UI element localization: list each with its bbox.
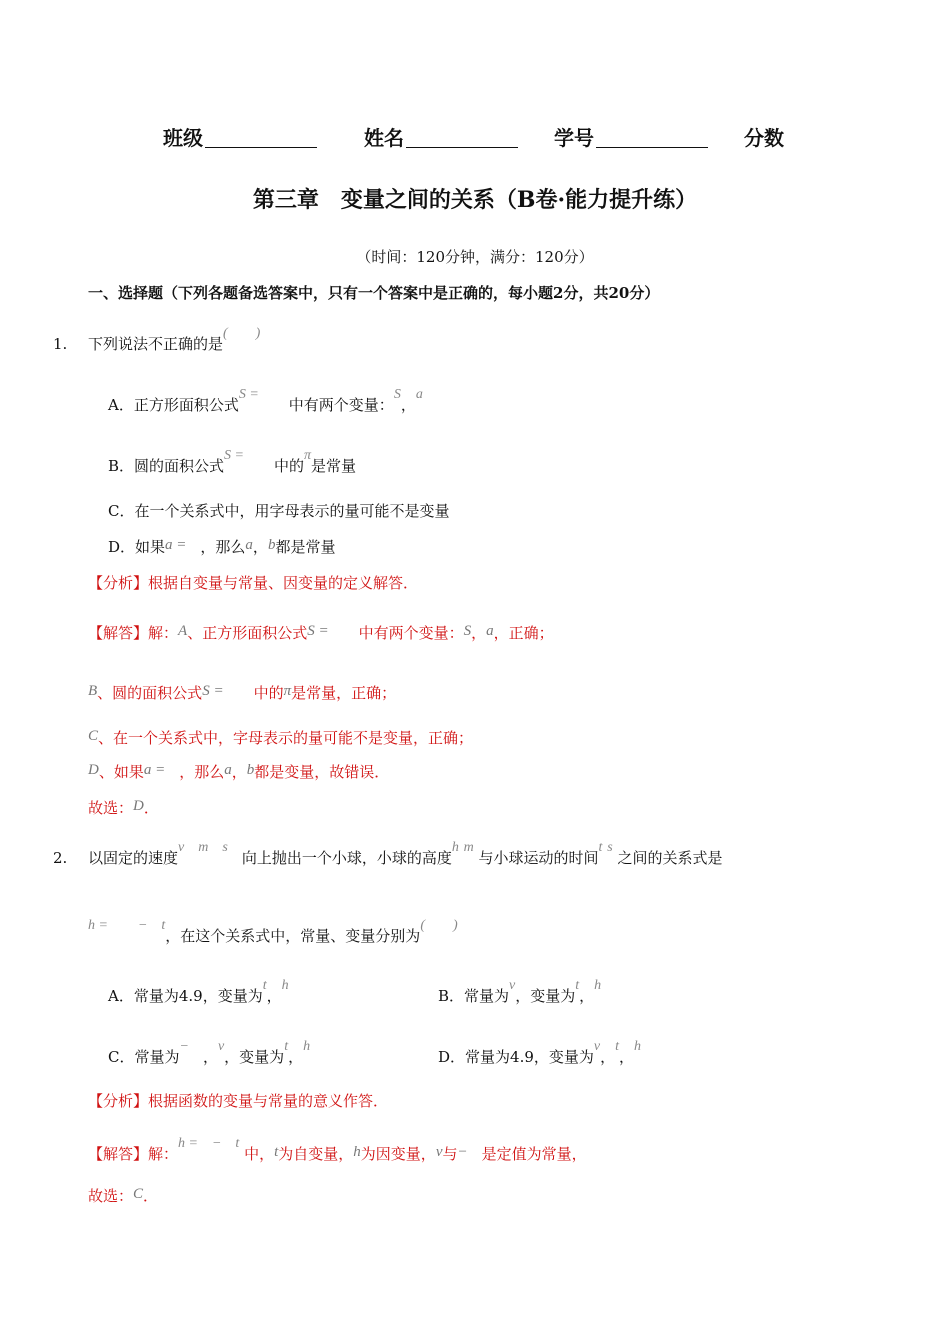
- t: ，: [231, 763, 247, 781]
- id-label: 学号: [554, 126, 594, 150]
- math: S =: [224, 448, 244, 463]
- math: a =: [143, 762, 166, 778]
- t: 故选：: [88, 799, 134, 817]
- name-field: [364, 128, 518, 148]
- t: ，变量为: [515, 987, 576, 1005]
- math: t: [575, 978, 580, 993]
- t: C．常量为: [108, 1048, 180, 1066]
- math: m: [463, 840, 474, 855]
- t: 向上抛出一个小球，小球的高度: [241, 849, 452, 867]
- math: S =: [238, 387, 259, 402]
- math: −: [457, 1144, 468, 1160]
- math: h =: [178, 1136, 198, 1151]
- math: S: [393, 387, 401, 402]
- page-title: 第三章 变量之间的关系（B卷·能力提升练）: [252, 187, 698, 213]
- math: v: [593, 1039, 601, 1054]
- math: s: [607, 840, 613, 855]
- opt-text: B．圆的面积公式: [108, 457, 225, 475]
- math: a =: [165, 537, 187, 553]
- q2-answer: [88, 1136, 587, 1166]
- math: h: [303, 1039, 311, 1054]
- class-label: 班级: [163, 126, 203, 150]
- q1-answer-b: [88, 683, 396, 704]
- math: C: [133, 1186, 144, 1202]
- math: t: [284, 1039, 289, 1054]
- math: C: [88, 728, 99, 744]
- t: 【解答】解：: [88, 624, 179, 642]
- name-blank: [406, 129, 518, 148]
- t: 是定值为常量，: [481, 1145, 587, 1163]
- class-blank: [205, 129, 317, 148]
- math: h: [353, 1144, 361, 1160]
- q2-formula-line: [88, 918, 458, 948]
- math: h: [594, 978, 602, 993]
- q1-analysis: 【分析】根据自变量与常量、因变量的定义解答．: [88, 574, 419, 592]
- math: m: [198, 840, 209, 855]
- t: 、如果: [98, 763, 144, 781]
- t: ．: [143, 1187, 159, 1205]
- t: ．: [143, 799, 159, 817]
- opt-text: A．正方形面积公式: [108, 396, 239, 414]
- math: t: [161, 918, 166, 933]
- sep: ，: [619, 1048, 635, 1066]
- q1-answer-d: [88, 762, 389, 783]
- math: a: [486, 623, 494, 639]
- t: ，在这个关系式中，常量、变量分别为: [165, 927, 421, 945]
- math: v: [509, 978, 516, 993]
- math: π: [283, 683, 292, 699]
- opt-text: D．如果: [108, 538, 166, 556]
- q1-answer-a: [88, 623, 554, 644]
- t: 中有两个变量：: [358, 624, 464, 642]
- math: D: [133, 798, 144, 814]
- sep: ，: [400, 396, 416, 414]
- q1-stem-text: 下列说法不正确的是: [88, 335, 224, 353]
- score-label: 分数: [744, 126, 784, 150]
- t: 中的: [253, 684, 284, 702]
- math: S =: [202, 683, 224, 699]
- q1-option-b: [108, 448, 357, 478]
- math: A: [178, 623, 188, 639]
- t: 故选：: [88, 1187, 134, 1205]
- t: 与: [442, 1145, 458, 1163]
- q2-number: 2.: [53, 849, 68, 867]
- q2-option-c: [108, 1039, 311, 1069]
- math: b: [267, 537, 276, 553]
- t: 、正方形面积公式: [187, 624, 308, 642]
- math: b: [246, 762, 255, 778]
- math: −: [211, 1136, 222, 1151]
- opt-text: 中的: [273, 457, 304, 475]
- math: D: [88, 762, 99, 778]
- opt-text: 中有两个变量：: [288, 396, 394, 414]
- t: 【解答】解：: [88, 1145, 179, 1163]
- math: t: [598, 840, 603, 855]
- q1-number: 1.: [53, 335, 68, 353]
- q2-option-d: [438, 1039, 642, 1069]
- q1-option-d: [108, 537, 335, 558]
- math: −: [137, 918, 148, 933]
- q1-choice: [88, 798, 159, 819]
- sep: ，: [266, 987, 282, 1005]
- math: −: [179, 1039, 189, 1054]
- math: a: [415, 387, 423, 402]
- t: B．常量为: [438, 987, 510, 1005]
- q1-option-a: [108, 387, 423, 417]
- t: 是常量，正确；: [291, 684, 397, 702]
- math: t: [274, 1144, 279, 1160]
- section-heading: 一、选择题（下列各题备选答案中，只有一个答案中是正确的，每小题2分，共20分）: [88, 284, 660, 302]
- math: h =: [88, 918, 108, 933]
- t: 、在一个关系式中，字母表示的量可能不是变量，正确；: [98, 729, 474, 747]
- math: a: [245, 537, 253, 553]
- math: t: [235, 1136, 240, 1151]
- class-field: [163, 128, 317, 148]
- math: h: [281, 978, 289, 993]
- t: 之间的关系式是: [617, 849, 723, 867]
- opt-text: 都是常量: [275, 538, 336, 556]
- q1-stem: [88, 326, 261, 356]
- math: π: [304, 448, 312, 463]
- q1-option-c: C．在一个关系式中，用字母表示的量可能不是变量: [108, 502, 450, 520]
- t: 都是变量，故错误．: [254, 763, 390, 781]
- id-field: [554, 128, 708, 148]
- math: a: [224, 762, 232, 778]
- math: h: [634, 1039, 642, 1054]
- math: v: [178, 840, 185, 855]
- t: ，变量为: [224, 1048, 285, 1066]
- sep: ，: [252, 538, 268, 556]
- sep: ，: [288, 1048, 304, 1066]
- q1-answer-c: [88, 728, 473, 749]
- subtitle: （时间：120分钟，满分：120分）: [356, 248, 594, 266]
- t: ，正确；: [493, 624, 554, 642]
- q1-paren: ( ): [223, 326, 261, 341]
- opt-text: 是常量: [311, 457, 357, 475]
- t: A．常量为4.9，变量为: [108, 987, 263, 1005]
- t: ，那么: [179, 763, 225, 781]
- sep: ，: [202, 1048, 218, 1066]
- q2-paren: ( ): [420, 918, 458, 933]
- math: S =: [307, 623, 329, 639]
- math: h: [451, 840, 459, 855]
- t: 中，: [244, 1145, 275, 1163]
- q2-choice: [88, 1186, 158, 1207]
- t: D．常量为4.9，变量为: [438, 1048, 594, 1066]
- t: 为自变量，: [278, 1145, 354, 1163]
- math: t: [262, 978, 267, 993]
- q2-stem: [88, 840, 723, 870]
- t: ，: [471, 624, 487, 642]
- opt-text: ，那么: [200, 538, 246, 556]
- math: t: [615, 1039, 620, 1054]
- t: 、圆的面积公式: [97, 684, 203, 702]
- math: v: [435, 1144, 443, 1160]
- q2-analysis: 【分析】根据函数的变量与常量的意义作答．: [88, 1092, 389, 1110]
- math: B: [88, 683, 98, 699]
- q2-option-b: [438, 978, 602, 1008]
- id-blank: [596, 129, 708, 148]
- t: 以固定的速度: [88, 849, 179, 867]
- t: 为因变量，: [360, 1145, 436, 1163]
- math: s: [222, 840, 228, 855]
- math: S: [463, 623, 472, 639]
- sep: ，: [579, 987, 595, 1005]
- t: 与小球运动的时间: [478, 849, 599, 867]
- sep: ，: [600, 1048, 616, 1066]
- math: v: [217, 1039, 225, 1054]
- name-label: 姓名: [364, 126, 404, 150]
- q2-option-a: [108, 978, 289, 1008]
